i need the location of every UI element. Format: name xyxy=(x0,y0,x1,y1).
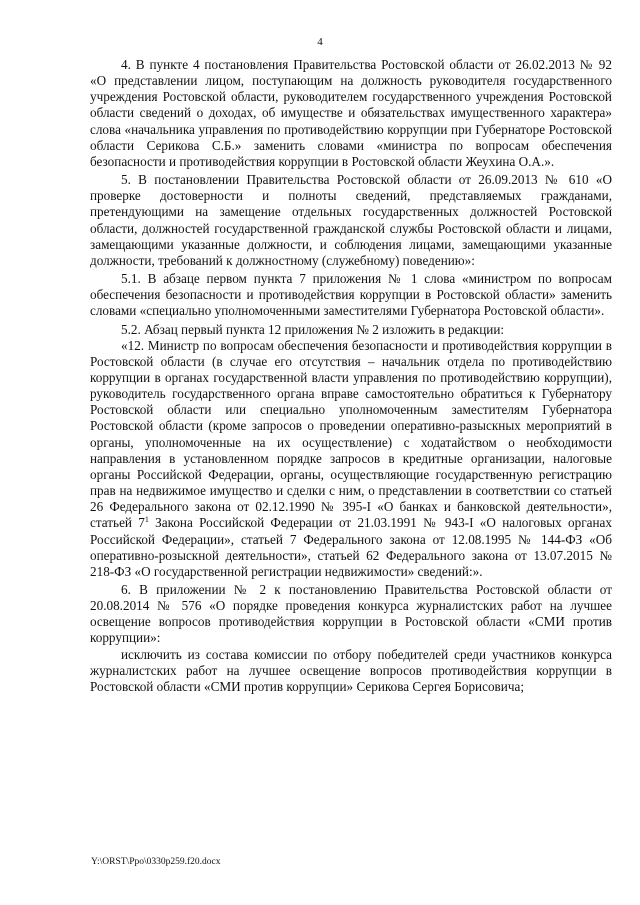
footer-file-path: Y:\ORST\Ppo\0330p259.f20.docx xyxy=(91,857,221,867)
page-number: 4 xyxy=(317,36,323,48)
paragraph-12-text-start: «12. Министр по вопросам обеспечения безопасности и противодействия коррупции в Ростовской области (в случае его отсутствия – начальник отдела по противодействию коррупции в органах государственной власти управления по противодействию коррупции), руководитель государственного органа вправе самостоятельно обратиться к Губернатору Ростовской области или специально уполномоченным заместителям Губернатора Ростовской области (кроме запросов о проведении оперативно-разыскных мероприятий в органы, уполномоченные на их осуществление) с ходатайством о необходимости направления в установленном порядке запросов в кредитные организации, налоговые органы Российской Федерации, органы, осуществляющие государственную регистрацию прав на недвижимое имущество и сделки с ним, о представлении в соответствии со статьей 26 Федерального закона от 02.12.1990 № 395-I «О банках и банковской деятельности», статьей 7 xyxy=(90,337,612,531)
paragraph-item-5-2: 5.2. Абзац первый пункта 12 приложения № 2 изложить в редакции: xyxy=(121,321,505,337)
paragraph-item-12-quote xyxy=(90,338,612,580)
paragraph-item-5: 5. В постановлении Правительства Ростовской области от 26.09.2013 № 610 «О проверке достоверности и полноты сведений, представляемых гражданами, претендующими на замещение отдельных государственных должностей Ростовской области, должностей государственной гражданской службы Ростовской области и лицами, замещающими указанные должности, и соблюдения лицами, замещающими указанные должности, требований к должностному (служебному) поведению»: xyxy=(90,172,612,268)
paragraph-12-text-end: Закона Российской Федерации от 21.03.1991 № 943-I «О налоговых органах Российской Федерации», статьей 7 Федерального закона от 12.08.1995 № 144-ФЗ «Об оперативно-розыскной деятельности», статьей 62 Федерального закона от 13.07.2015 № 218-ФЗ «О государственной регистрации недвижимости» сведений:». xyxy=(90,515,612,579)
paragraph-item-6-text: исключить из состава комиссии по отбору победителей среди участников конкурса журналистских работ на лучшее освещение вопросов противодействия коррупции в Ростовской области «СМИ против коррупции» Серикова Сергея Борисовича; xyxy=(90,646,612,694)
document-body xyxy=(90,57,612,695)
paragraph-item-4: 4. В пункте 4 постановления Правительства Ростовской области от 26.02.2013 № 92 «О представлении лицом, поступающим на должность руководителя государственного учреждения Ростовской области, руководителем государственного учреждения Ростовской области сведений о доходах, об имуществе и обязательствах имущественного характера» слова «начальника управления по противодействию коррупции при Губернаторе Ростовской области Серикова С.Б.» заменить словами «министра по вопросам обеспечения безопасности и противодействия коррупции в Ростовской области Жеухина О.А.». xyxy=(90,57,612,169)
paragraph-item-5-1: 5.1. В абзаце первом пункта 7 приложения № 1 слова «министром по вопросам обеспечения безопасности и противодействия коррупции в Ростовской области» заменить словами «специально уполномоченными заместителями Губернатора Ростовской области». xyxy=(90,271,612,319)
superscript-marker: 1 xyxy=(144,515,149,525)
paragraph-item-6: 6. В приложении № 2 к постановлению Правительства Ростовской области от 20.08.2014 № 576 «О порядке проведения конкурса журналистских работ на лучшее освещение вопросов противодействия коррупции в Ростовской области «СМИ против коррупции»: xyxy=(90,582,612,646)
